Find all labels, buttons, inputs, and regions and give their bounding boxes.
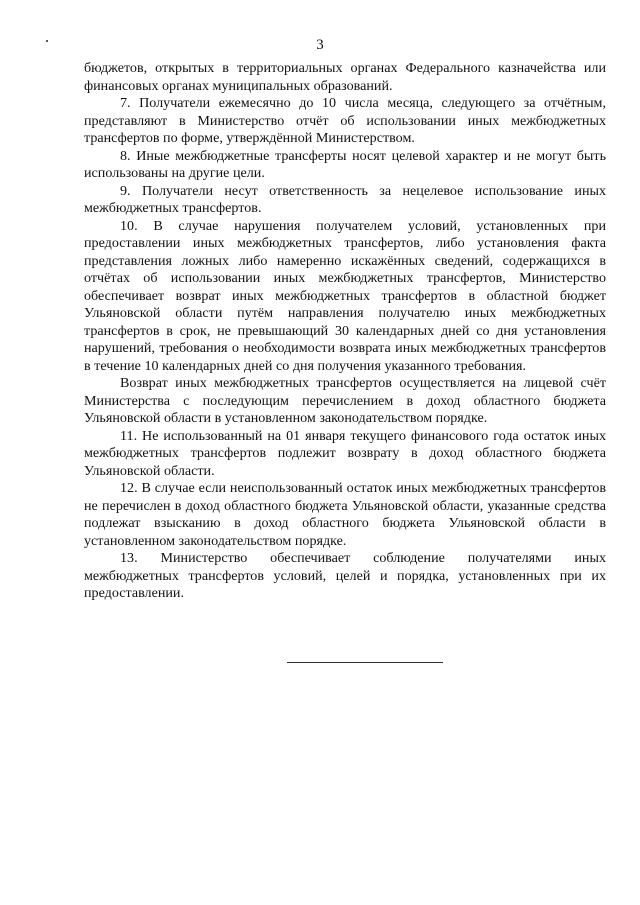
paragraph-continuation: бюджетов, открытых в территориальных органах Федерального казначейства или финансовых органах муниципальных образований. <box>84 60 606 94</box>
document-body <box>84 60 606 603</box>
paragraph-13: 13. Министерство обеспечивает соблюдение получателями иных межбюджетных трансфертов условий, целей и порядка, установленных при их предоставлении. <box>84 550 606 601</box>
paragraph-8: 8. Иные межбюджетные трансферты носят целевой характер и не могут быть использованы на другие цели. <box>84 147 606 181</box>
paragraph-11: 11. Не использованный на 01 января текущего финансового года остаток иных межбюджетных трансфертов подлежит возврату в доход областного бюджета Ульяновской области. <box>84 427 606 479</box>
paragraph-9: 9. Получатели несут ответственность за нецелевое использование иных межбюджетных трансфертов. <box>84 182 606 216</box>
paragraph-10: 10. В случае нарушения получателем условий, установленных при предоставлении иных межбюджетных трансфертов, либо установления факта представления ложных либо намеренно искажённых сведений, содержащихся в отчётах об использовании иных межбюджетных трансфертов, Министерство обеспечивает возврат иных межбюджетных трансфертов в областной бюджет Ульяновской области путём направления получателю иных межбюджетных трансфертов в срок, не превышающий 30 календарных дней со дня установления нарушений, требования о необходимости возврата иных межбюджетных трансфертов в течение 10 календарных дней со дня получения указанного требования. <box>84 217 606 374</box>
paragraph-7: 7. Получатели ежемесячно до 10 числа месяца, следующего за отчётным, представляют в Министерство отчёт об использовании иных межбюджетных трансфертов по форме, утверждённой Министерством. <box>84 95 606 146</box>
paragraph-10-return: Возврат иных межбюджетных трансфертов осуществляется на лицевой счёт Министерства с последующим перечислением в доход областного бюджета Ульяновской области в установленном законодательством порядке. <box>84 375 606 426</box>
end-of-document-rule <box>287 662 443 663</box>
page-number: 3 <box>316 37 324 53</box>
paragraph-12: 12. В случае если неиспользованный остаток иных межбюджетных трансфертов не перечислен в доход областного бюджета Ульяновской области, указанные средства подлежат взысканию в доход областного бюджета Ульяновской области в установленном законодательством порядке. <box>84 480 606 549</box>
